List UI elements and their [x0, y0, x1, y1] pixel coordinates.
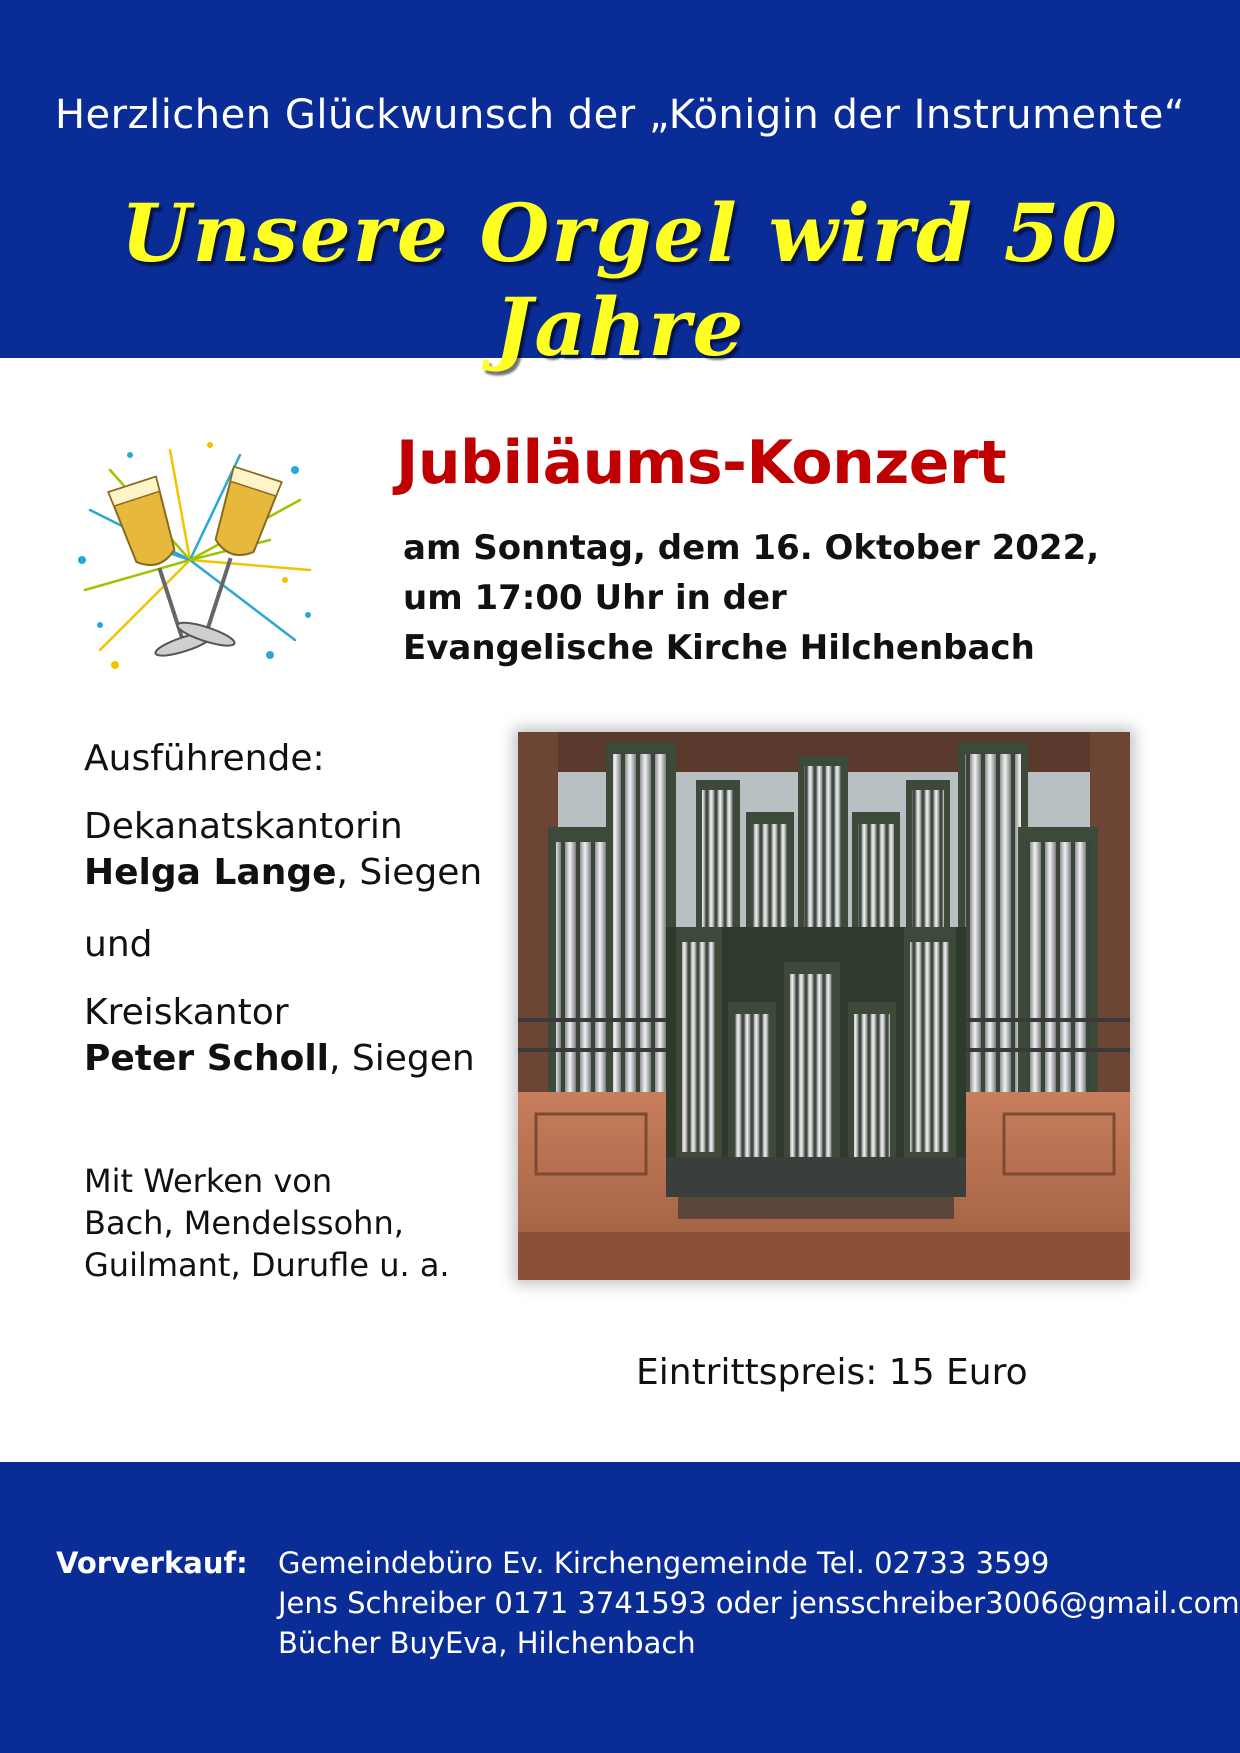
pipe-organ-photo: [518, 732, 1130, 1280]
headline: Unsere Orgel wird 50 Jahre: [120, 186, 1120, 374]
performer-2-role: Kreiskantor: [84, 992, 289, 1033]
performer-1-name: Helga Lange: [84, 852, 337, 893]
performers-heading: Ausführende:: [84, 738, 325, 779]
performer-2-name: Peter Scholl: [84, 1038, 330, 1079]
ticket-price: Eintrittspreis: 15 Euro: [636, 1352, 1028, 1393]
performer-2: [84, 1038, 475, 1079]
presale-line: Jens Schreiber 0171 3741593 oder jensschreiber3006@gmail.com: [278, 1586, 1240, 1620]
performer-2-place: , Siegen: [329, 1038, 475, 1079]
presale-line: Gemeindebüro Ev. Kirchengemeinde Tel. 02733 3599: [278, 1546, 1050, 1580]
concert-title: Jubiläums-Konzert: [396, 428, 1007, 498]
works-line: Guilmant, Durufle u. a.: [84, 1246, 450, 1284]
greeting-text: Herzlichen Glückwunsch der „Königin der Instrumente“: [54, 92, 1186, 138]
event-venue-line: Evangelische Kirche Hilchenbach: [403, 628, 1035, 668]
works-line: Mit Werken von: [84, 1162, 333, 1200]
presale-label: Vorverkauf:: [56, 1546, 248, 1580]
performer-1-role: Dekanatskantorin: [84, 806, 403, 847]
event-date-line: am Sonntag, dem 16. Oktober 2022,: [403, 528, 1100, 568]
champagne-glasses-icon: [70, 440, 320, 680]
works-list: [84, 1160, 450, 1286]
event-time-line: um 17:00 Uhr in der: [403, 578, 787, 618]
performer-1-place: , Siegen: [336, 852, 483, 893]
conjunction-text: und: [84, 924, 153, 965]
works-line: Bach, Mendelssohn,: [84, 1204, 404, 1242]
presale-line: Bücher BuyEva, Hilchenbach: [278, 1626, 696, 1660]
performer-1: [84, 852, 482, 893]
